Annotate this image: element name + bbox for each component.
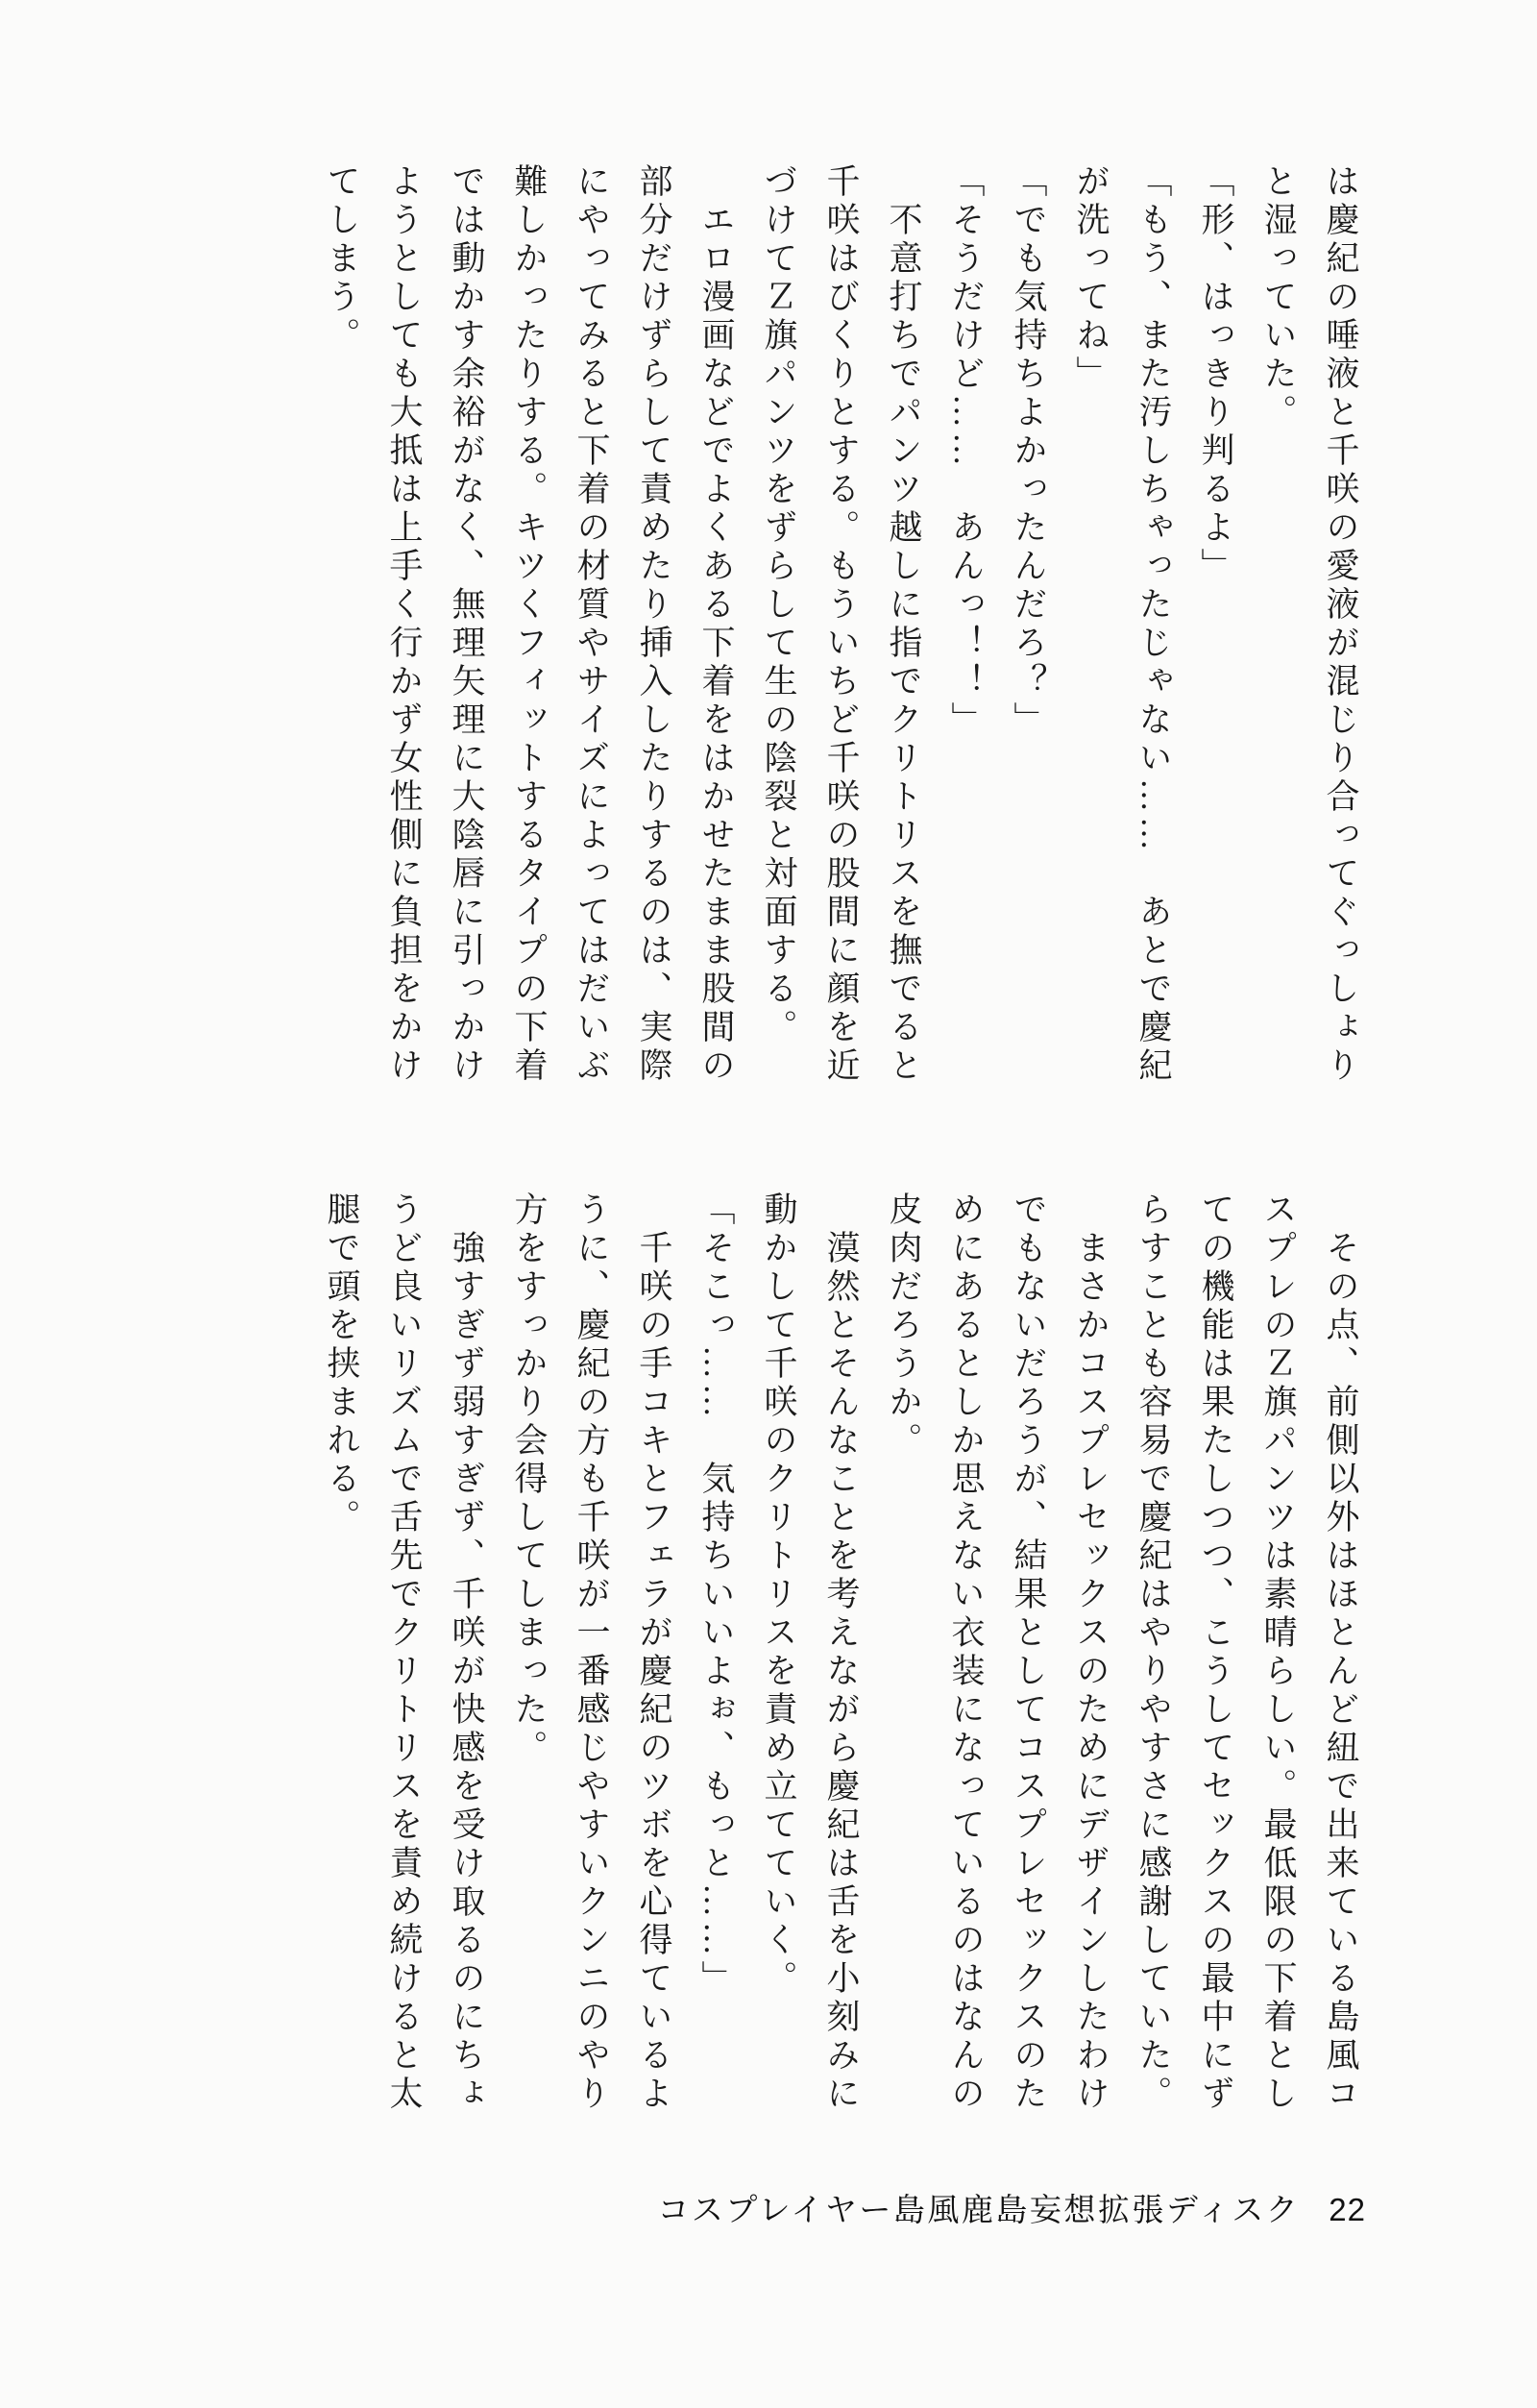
text-column: 動かして千咲のクリトリスを責め立てていく。 bbox=[760, 1192, 797, 1999]
text-column: 皮肉だろうか。 bbox=[885, 1192, 922, 1461]
text-column: スプレのＺ旗パンツは素晴らしい。最低限の下着とし bbox=[1259, 1192, 1297, 2114]
text-tier-top bbox=[310, 163, 1372, 1110]
text-column: 「そうだけど…… あんっ！！」 bbox=[947, 163, 985, 740]
text-column: 方をすっかり会得してしまった。 bbox=[510, 1192, 548, 1768]
text-column: が洗ってね」 bbox=[1072, 163, 1110, 394]
text-column: 強すぎず弱すぎず、千咲が快感を受け取るのにちょ bbox=[448, 1230, 485, 2114]
text-column: 部分だけずらして責めたり挿入したりするのは、実際 bbox=[635, 163, 672, 1086]
text-column: 「もう、また汚しちゃったじゃない…… あとで慶紀 bbox=[1134, 163, 1172, 1086]
text-column: 「形、はっきり判るよ」 bbox=[1197, 163, 1234, 586]
text-column: 「そこっ…… 気持ちいいよぉ、もっと……」 bbox=[697, 1192, 735, 1999]
text-column: うに、慶紀の方も千咲が一番感じやすいクンニのやり bbox=[573, 1192, 610, 2114]
text-column: 漠然とそんなことを考えながら慶紀は舌を小刻みに bbox=[822, 1230, 860, 2114]
text-column: うど良いリズムで舌先でクリトリスを責め続けると太 bbox=[385, 1192, 423, 2114]
text-column: 腿で頭を挟まれる。 bbox=[323, 1192, 360, 1537]
text-column: にやってみると下着の材質やサイズによってはだいぶ bbox=[573, 163, 610, 1086]
text-column: づけてＺ旗パンツをずらして生の陰裂と対面する。 bbox=[760, 163, 797, 1047]
text-column: と湿っていた。 bbox=[1259, 163, 1297, 432]
text-column: 千咲はびくりとする。もういちど千咲の股間に顔を近 bbox=[822, 163, 860, 1086]
text-column: めにあるとしか思えない衣装になっているのはなんの bbox=[947, 1192, 985, 2114]
text-column: その点、前側以外はほとんど紐で出来ている島風コ bbox=[1322, 1230, 1359, 2114]
text-column: ての機能は果たしつつ、こうしてセックスの最中にず bbox=[1197, 1192, 1234, 2114]
text-column: らすことも容易で慶紀はやりやすさに感謝していた。 bbox=[1134, 1192, 1172, 2114]
text-column: 難しかったりする。キツくフィットするタイプの下着 bbox=[510, 163, 548, 1086]
text-column: ようとしても大抵は上手く行かず女性側に負担をかけ bbox=[385, 163, 423, 1086]
text-column: 不意打ちでパンツ越しに指でクリトリスを撫でると bbox=[885, 202, 922, 1086]
text-column: てしまう。 bbox=[323, 163, 360, 356]
text-column: エロ漫画などでよくある下着をはかせたまま股間の bbox=[697, 202, 735, 1086]
text-column: は慶紀の唾液と千咲の愛液が混じり合ってぐっしょり bbox=[1322, 163, 1359, 1086]
page-footer bbox=[657, 2185, 1366, 2230]
page-number: 22 bbox=[1329, 2192, 1366, 2227]
text-column: でもないだろうが、結果としてコスプレセックスのた bbox=[1010, 1192, 1047, 2114]
footer-book-title: コスプレイヤー島風鹿島妄想拡張ディスク bbox=[657, 2192, 1301, 2227]
text-tier-bottom bbox=[310, 1192, 1372, 2138]
text-column: 「でも気持ちよかったんだろ？」 bbox=[1010, 163, 1047, 740]
text-column: では動かす余裕がなく、無理矢理に大陰唇に引っかけ bbox=[448, 163, 485, 1086]
text-column: 千咲の手コキとフェラが慶紀のツボを心得ているよ bbox=[635, 1230, 672, 2114]
text-column: まさかコスプレセックスのためにデザインしたわけ bbox=[1072, 1230, 1110, 2114]
